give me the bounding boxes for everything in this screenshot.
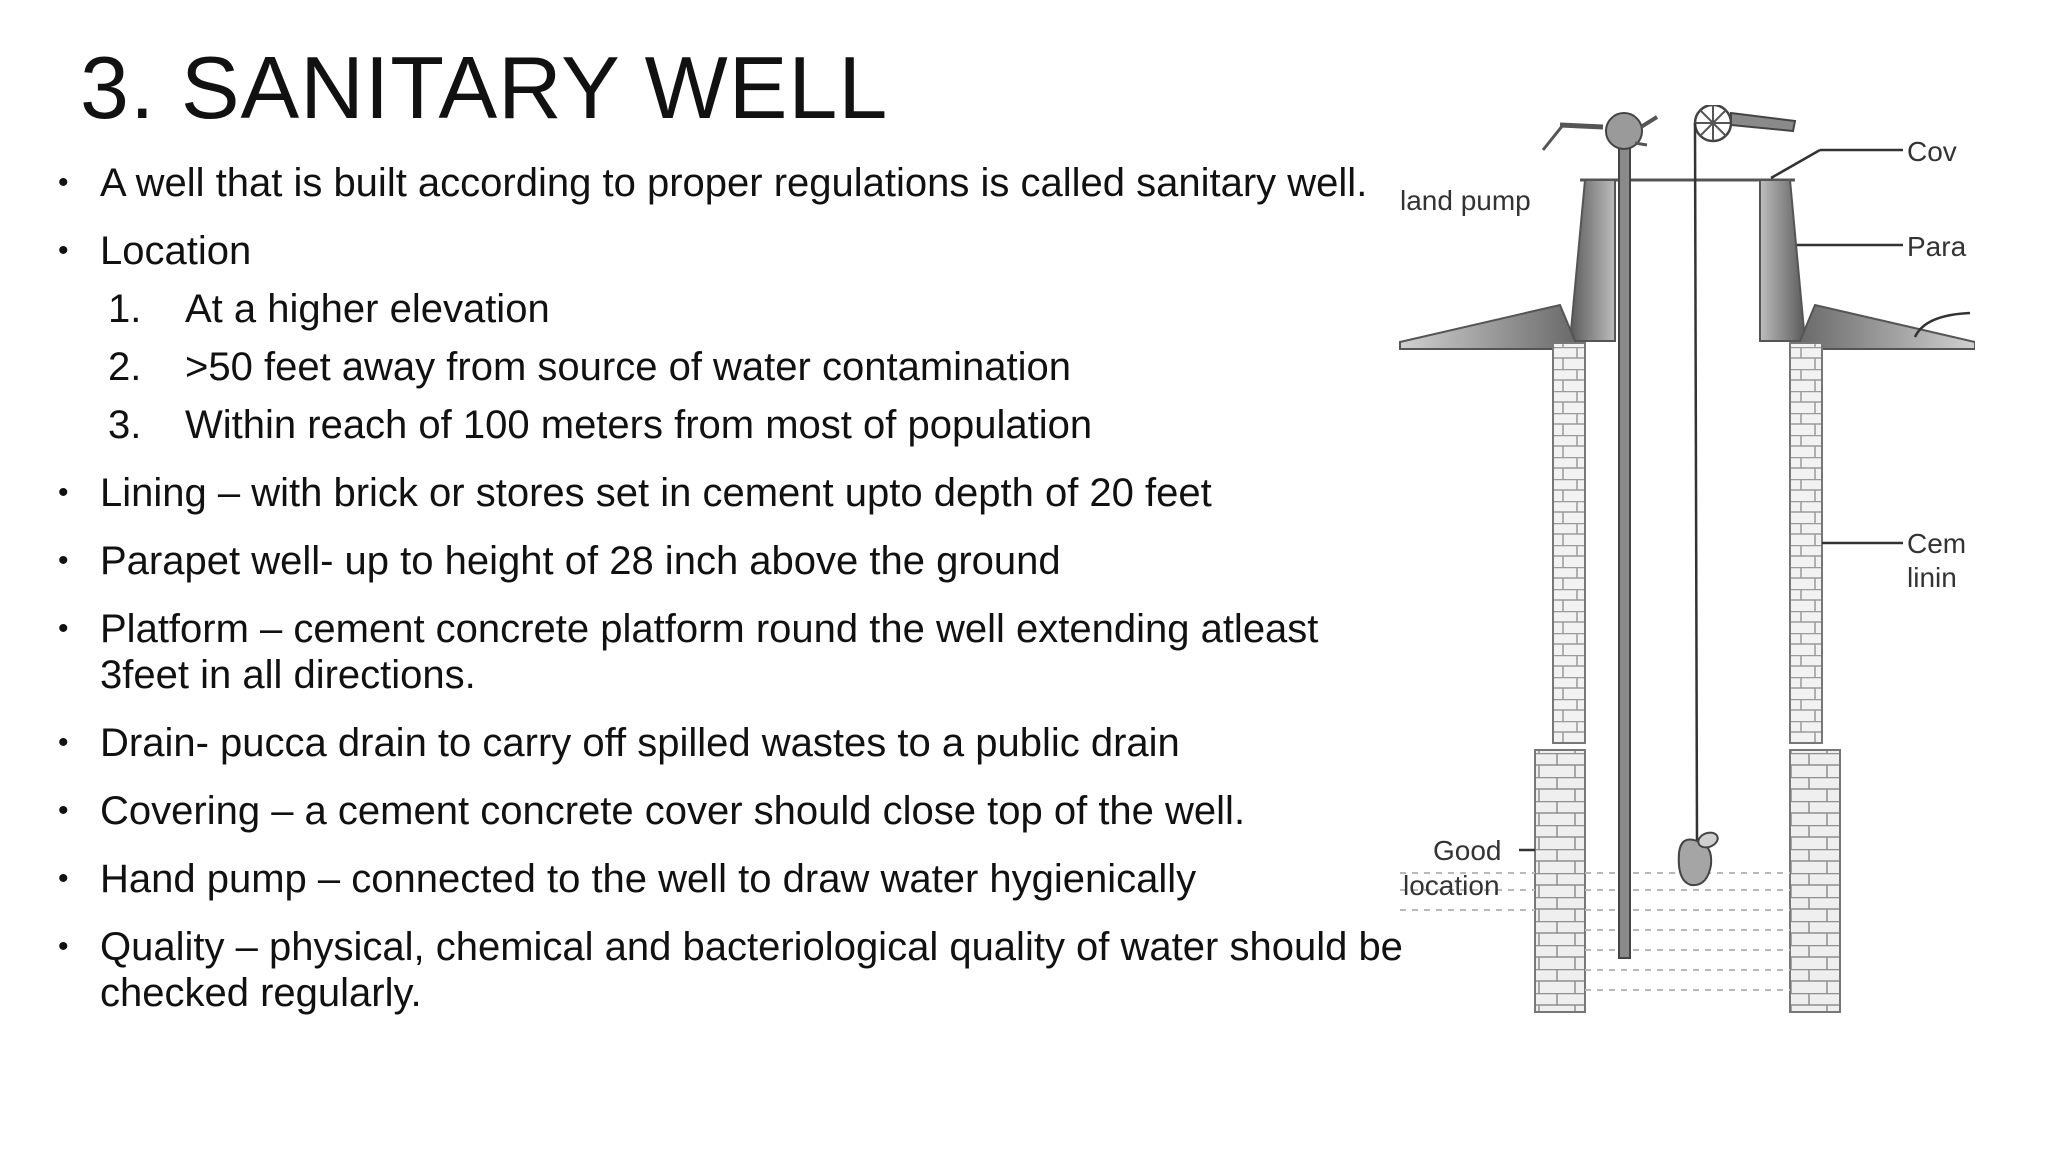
sublist-text: At a higher elevation <box>185 287 550 331</box>
bullet-item <box>58 228 1408 274</box>
lining-left-upper <box>1553 343 1585 743</box>
bullet-item <box>58 924 1445 1016</box>
pulley-arm <box>1731 113 1795 131</box>
label-hand-pump: land pump <box>1400 185 1531 216</box>
label-good-location-1: Good <box>1433 835 1502 866</box>
bullet-item <box>58 538 1408 584</box>
bullet-item <box>58 470 1408 516</box>
hand-pump-handle <box>1560 125 1603 127</box>
label-parapet: Para <box>1907 231 1967 262</box>
location-sublist <box>58 286 1408 448</box>
bullet-dot: • <box>58 612 69 645</box>
slide-title: 3. SANITARY WELL <box>80 38 889 137</box>
lining-left-lower <box>1535 750 1585 1012</box>
sublist-item <box>58 286 1408 332</box>
rope <box>1695 123 1697 843</box>
bullet-text: Quality – physical, chemical and bacteriological quality of water should be checked regularly. <box>100 925 1403 1015</box>
bullet-dot: • <box>58 862 69 895</box>
hand-pump-pipe <box>1619 130 1630 958</box>
bullet-text: A well that is built according to proper regulations is called sanitary well. <box>100 161 1368 205</box>
bullet-item <box>58 720 1408 766</box>
bullet-list <box>58 160 1408 1038</box>
sanitary-well-diagram <box>1395 105 1975 1015</box>
bullet-item <box>58 856 1408 902</box>
parapet-left <box>1570 180 1615 341</box>
well-diagram-svg <box>1395 105 1975 1015</box>
bullet-text: Hand pump – connected to the well to draw water hygienically <box>100 857 1197 901</box>
label-good-location-2: location <box>1403 870 1500 901</box>
bullet-dot: • <box>58 166 69 199</box>
sublist-text: >50 feet away from source of water contamination <box>185 345 1072 389</box>
parapet-right <box>1760 180 1805 341</box>
bullet-text: Location <box>100 229 252 273</box>
sublist-text: Within reach of 100 meters from most of population <box>185 403 1093 447</box>
bullet-item <box>58 788 1408 834</box>
sublist-number: 1. <box>108 287 142 331</box>
bullet-dot: • <box>58 794 69 827</box>
sublist-item <box>58 344 1408 390</box>
bullet-dot: • <box>58 544 69 577</box>
sublist-number: 3. <box>108 403 142 447</box>
bullet-item <box>58 160 1408 206</box>
bullet-dot: • <box>58 930 69 963</box>
sublist-number: 2. <box>108 345 142 389</box>
bullet-text: Parapet well- up to height of 28 inch above the ground <box>100 539 1061 583</box>
label-cover: Cov <box>1907 136 1957 167</box>
lining-right-upper <box>1790 343 1822 743</box>
platform-right <box>1800 305 1975 349</box>
bullet-text: Covering – a cement concrete cover should close top of the well. <box>100 789 1246 833</box>
bullet-text: Lining – with brick or stores set in cement upto depth of 20 feet <box>100 471 1212 515</box>
bullet-item <box>58 606 1390 698</box>
bullet-dot: • <box>58 234 69 267</box>
bullet-text: Platform – cement concrete platform round the well extending atleast 3feet in all directions. <box>100 607 1319 697</box>
label-cement-lining-1: Cem <box>1907 528 1967 559</box>
sublist-item <box>58 402 1408 448</box>
cover-leader <box>1771 150 1820 178</box>
bullet-dot: • <box>58 476 69 509</box>
bullet-dot: • <box>58 726 69 759</box>
lining-right-lower <box>1790 750 1840 1012</box>
bullet-text: Drain- pucca drain to carry off spilled wastes to a public drain <box>100 721 1180 765</box>
label-cement-lining-2: linin <box>1907 562 1957 593</box>
platform-left <box>1400 305 1575 349</box>
